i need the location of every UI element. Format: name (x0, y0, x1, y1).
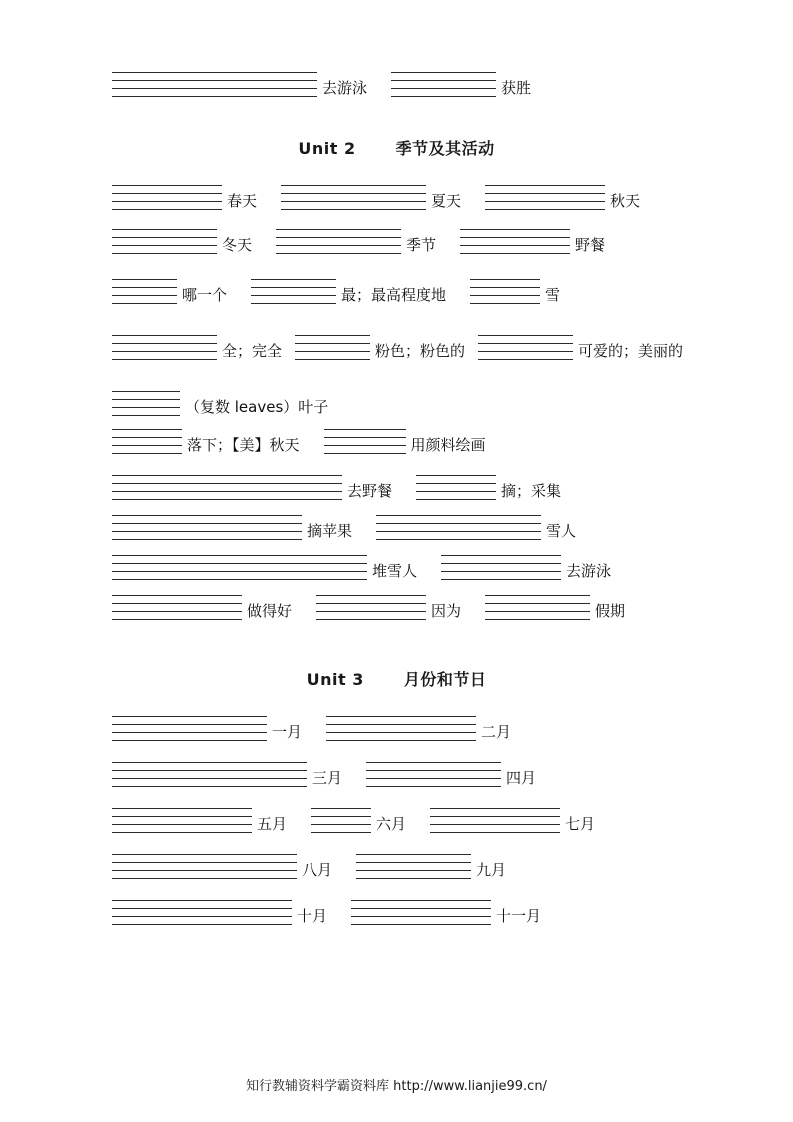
handwriting-blank[interactable] (112, 70, 317, 100)
chinese-gloss: 假期 (595, 602, 626, 620)
section-spacer (110, 116, 683, 126)
chinese-gloss: 雪人 (546, 522, 577, 540)
chinese-gloss: 季节 (406, 236, 437, 254)
vocab-entry (110, 852, 332, 882)
vocab-entry (389, 70, 531, 100)
handwriting-blank[interactable] (326, 714, 476, 744)
chinese-gloss: 摘苹果 (307, 522, 353, 540)
handwriting-blank[interactable] (251, 277, 336, 307)
vocab-entry (110, 513, 352, 543)
handwriting-blank[interactable] (430, 806, 560, 836)
vocab-entry (249, 277, 446, 307)
vocab-row (110, 183, 683, 213)
handwriting-blank[interactable] (112, 427, 182, 457)
chinese-gloss: （复数 leaves）叶子 (185, 398, 329, 416)
chinese-gloss: 夏天 (431, 192, 462, 210)
unit-title: 月份和节日 (403, 670, 487, 689)
chinese-gloss: 堆雪人 (372, 562, 418, 580)
chinese-gloss: 四月 (506, 769, 537, 787)
unit-heading (110, 136, 683, 159)
section-spacer (110, 639, 683, 657)
handwriting-blank[interactable] (112, 760, 307, 790)
handwriting-blank[interactable] (366, 760, 501, 790)
vocab-entry (110, 277, 227, 307)
chinese-gloss: 获胜 (501, 79, 532, 97)
handwriting-blank[interactable] (112, 333, 217, 363)
handwriting-blank[interactable] (112, 852, 297, 882)
vocab-entry (110, 714, 302, 744)
vocab-row (110, 427, 683, 457)
chinese-gloss: 最；最高程度地 (341, 286, 447, 304)
vocab-row (110, 227, 683, 257)
chinese-gloss: 雪 (545, 286, 561, 304)
handwriting-blank[interactable] (112, 714, 267, 744)
unit-title: 季节及其活动 (395, 139, 495, 158)
chinese-gloss: 二月 (481, 723, 512, 741)
vocab-entry (483, 593, 625, 623)
vocab-row (110, 760, 683, 790)
vocab-entry (476, 333, 683, 363)
vocab-entry (428, 806, 595, 836)
vocab-entry (110, 333, 282, 363)
vocab-entry (110, 760, 342, 790)
vocab-entry (468, 277, 560, 307)
handwriting-blank[interactable] (311, 806, 371, 836)
vocab-row (110, 389, 683, 419)
vocab-entry (322, 427, 486, 457)
handwriting-blank[interactable] (112, 389, 180, 419)
handwriting-blank[interactable] (112, 806, 252, 836)
chinese-gloss: 八月 (302, 861, 333, 879)
chinese-gloss: 一月 (272, 723, 303, 741)
vocab-row (110, 277, 683, 307)
vocab-row (110, 852, 683, 882)
vocab-row (110, 513, 683, 543)
handwriting-blank[interactable] (478, 333, 573, 363)
handwriting-blank[interactable] (281, 183, 426, 213)
handwriting-blank[interactable] (295, 333, 370, 363)
vocab-entry (110, 473, 392, 503)
chinese-gloss: 粉色；粉色的 (374, 342, 465, 360)
handwriting-blank[interactable] (324, 427, 406, 457)
vocab-entry (110, 898, 327, 928)
vocab-entry (364, 760, 536, 790)
handwriting-blank[interactable] (112, 898, 292, 928)
handwriting-blank[interactable] (485, 593, 590, 623)
handwriting-blank[interactable] (276, 227, 401, 257)
chinese-gloss: 去野餐 (347, 482, 393, 500)
chinese-gloss: 三月 (312, 769, 343, 787)
vocab-entry (110, 70, 367, 100)
chinese-gloss: 去游泳 (566, 562, 612, 580)
vocab-entry (309, 806, 406, 836)
chinese-gloss: 秋天 (610, 192, 641, 210)
handwriting-blank[interactable] (112, 553, 367, 583)
chinese-gloss: 落下；【美】秋天 (187, 436, 300, 454)
handwriting-blank[interactable] (112, 227, 217, 257)
chinese-gloss: 五月 (257, 815, 288, 833)
handwriting-blank[interactable] (351, 898, 491, 928)
vocab-entry (110, 806, 287, 836)
handwriting-blank[interactable] (356, 852, 471, 882)
handwriting-blank[interactable] (460, 227, 570, 257)
chinese-gloss: 七月 (565, 815, 596, 833)
vocab-row (110, 473, 683, 503)
chinese-gloss: 九月 (476, 861, 507, 879)
handwriting-blank[interactable] (485, 183, 605, 213)
chinese-gloss: 冬天 (222, 236, 253, 254)
vocab-row (110, 806, 683, 836)
vocab-entry (354, 852, 506, 882)
handwriting-blank[interactable] (316, 593, 426, 623)
vocab-entry (458, 227, 605, 257)
chinese-gloss: 野餐 (575, 236, 606, 254)
handwriting-blank[interactable] (112, 473, 342, 503)
vocab-entry (324, 714, 511, 744)
unit-number: Unit 2 (298, 139, 356, 158)
unit-heading (110, 667, 683, 690)
chinese-gloss: 可爱的；美丽的 (577, 342, 683, 360)
handwriting-blank[interactable] (112, 277, 177, 307)
chinese-gloss: 全；完全 (222, 342, 283, 360)
vocab-row (110, 333, 683, 363)
chinese-gloss: 春天 (227, 192, 258, 210)
handwriting-blank[interactable] (416, 473, 496, 503)
vocab-row (110, 593, 683, 623)
vocab-row (110, 553, 683, 583)
vocab-entry (439, 553, 611, 583)
chinese-gloss: 去游泳 (322, 79, 368, 97)
vocab-entry (279, 183, 461, 213)
vocab-entry (110, 553, 417, 583)
chinese-gloss: 十月 (297, 907, 328, 925)
handwriting-blank[interactable] (112, 513, 302, 543)
handwriting-blank[interactable] (441, 553, 561, 583)
chinese-gloss: 十一月 (496, 907, 542, 925)
handwriting-blank[interactable] (376, 513, 541, 543)
worksheet-content (110, 70, 683, 928)
chinese-gloss: 做得好 (247, 602, 293, 620)
chinese-gloss: 摘；采集 (501, 482, 562, 500)
chinese-gloss: 哪一个 (182, 286, 228, 304)
handwriting-blank[interactable] (470, 277, 540, 307)
handwriting-blank[interactable] (391, 70, 496, 100)
page-footer: 知行教辅资料学霸资料库 http://www.lianjie99.cn/ (246, 1079, 547, 1094)
vocab-entry (110, 389, 328, 419)
handwriting-blank[interactable] (112, 593, 242, 623)
vocab-row (110, 714, 683, 744)
chinese-gloss: 六月 (376, 815, 407, 833)
vocab-entry (314, 593, 461, 623)
vocab-entry (374, 513, 576, 543)
unit-number: Unit 3 (306, 670, 364, 689)
vocab-entry (414, 473, 561, 503)
vocab-entry (110, 427, 300, 457)
vocab-entry (349, 898, 541, 928)
vocab-entry (293, 333, 465, 363)
vocab-row (110, 70, 683, 100)
chinese-gloss: 用颜料绘画 (410, 436, 486, 454)
vocab-entry (110, 593, 292, 623)
vocab-entry (110, 183, 257, 213)
chinese-gloss: 因为 (431, 602, 462, 620)
vocab-entry (274, 227, 436, 257)
handwriting-blank[interactable] (112, 183, 222, 213)
vocab-entry (483, 183, 640, 213)
vocab-row (110, 898, 683, 928)
vocab-entry (110, 227, 252, 257)
